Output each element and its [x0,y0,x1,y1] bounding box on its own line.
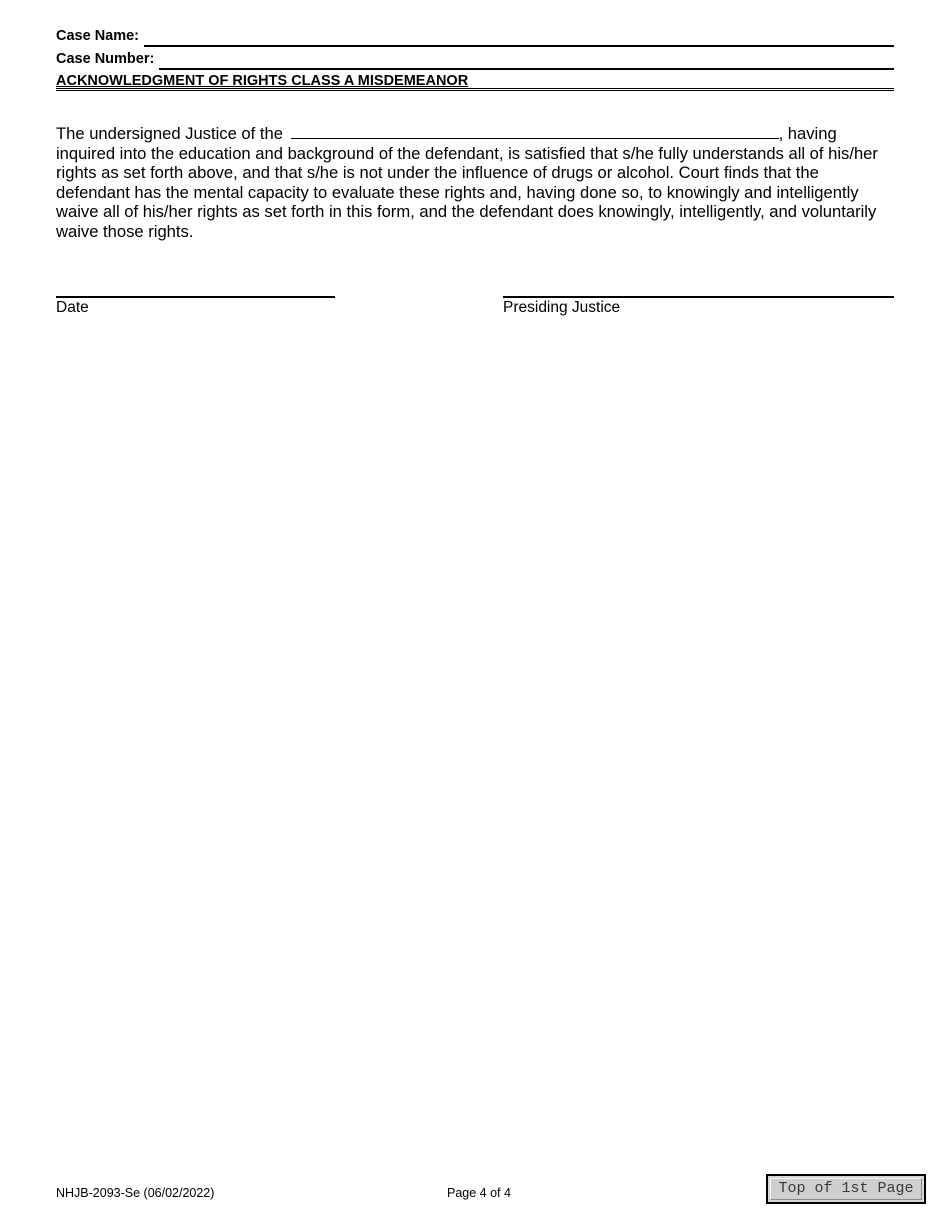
presiding-justice-signature-line[interactable] [503,296,894,298]
top-of-first-page-label: Top of 1st Page [770,1178,922,1200]
acknowledgment-paragraph [56,124,896,242]
presiding-justice-label: Presiding Justice [503,299,621,316]
case-name-field[interactable] [144,30,894,47]
paragraph-start: The undersigned Justice of the [56,124,283,143]
court-name-field[interactable] [291,124,779,139]
form-id: NHJB-2093-Se (06/02/2022) [56,1186,215,1200]
page-number: Page 4 of 4 [447,1186,511,1200]
form-title: ACKNOWLEDGMENT OF RIGHTS CLASS A MISDEMEANOR [56,73,894,91]
case-number-label: Case Number: [56,51,155,67]
paragraph-rest: , having inquired into the education and background of the defendant, is satisfied that s/he fully understands all of his/her rights as set forth above, and that s/he is not under the influence of drugs or alcohol. Court finds that the defendant has the mental capacity to evaluate these rights and, having done so, to knowingly and intelligently waive all of his/her rights as set forth in this form, and the defendant does knowingly, intelligently, and voluntarily waive those rights. [56,124,878,241]
top-of-first-page-button[interactable] [766,1174,926,1204]
case-number-field[interactable] [159,53,894,70]
date-signature-line[interactable] [56,296,335,298]
case-name-row [56,28,894,45]
date-label: Date [56,299,89,316]
case-name-label: Case Name: [56,28,140,44]
case-number-row [56,51,894,68]
